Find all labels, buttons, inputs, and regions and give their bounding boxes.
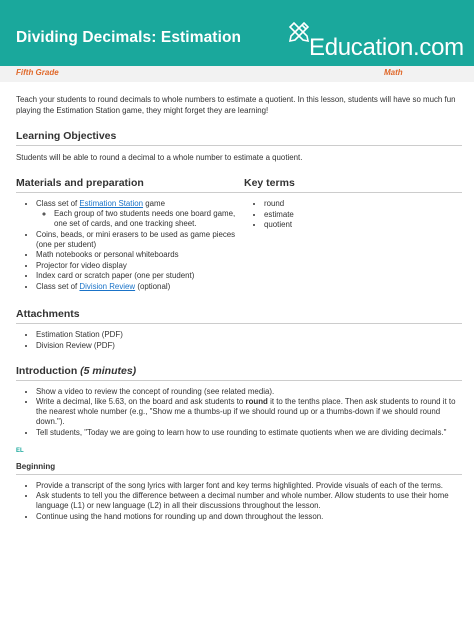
page-title: Dividing Decimals: Estimation bbox=[16, 29, 242, 46]
division-review-link[interactable]: Division Review bbox=[79, 281, 136, 291]
attachment-item[interactable]: • Division Review (PDF) bbox=[36, 341, 462, 351]
el-tag: EL bbox=[16, 447, 24, 454]
list-item-text: (optional) bbox=[135, 281, 171, 291]
list-item-text: Class set of bbox=[36, 281, 80, 291]
introduction-title: Introduction bbox=[16, 364, 78, 377]
attachments-heading: Attachments bbox=[16, 308, 80, 320]
materials-heading: Materials and preparation bbox=[16, 177, 144, 189]
list-item: ◦ Each group of two students needs one board game, one set of cards, and one tracking sheet. bbox=[54, 209, 244, 229]
site-logo[interactable] bbox=[287, 20, 464, 61]
page-header bbox=[0, 0, 474, 66]
list-item: • quotient bbox=[264, 220, 462, 230]
grade-label: Fifth Grade bbox=[16, 68, 59, 77]
beginning-list bbox=[16, 481, 462, 522]
section-divider bbox=[16, 474, 462, 475]
learning-objectives-heading: Learning Objectives bbox=[16, 130, 117, 142]
crossed-pencils-icon bbox=[287, 20, 311, 44]
introduction-duration: (5 minutes) bbox=[80, 364, 137, 377]
lesson-content bbox=[16, 94, 462, 522]
list-item: • estimate bbox=[264, 210, 462, 220]
list-item: • round bbox=[264, 199, 462, 209]
key-terms-heading: Key terms bbox=[244, 177, 295, 189]
bold-term: round bbox=[245, 397, 268, 406]
list-item: • Continue using the hand motions for rounding up and down throughout the lesson. bbox=[36, 512, 462, 522]
list-item-text: Write a decimal, like 5.63, on the board and ask students to bbox=[36, 397, 246, 406]
subject-label: Math bbox=[384, 68, 403, 77]
list-item-text: game bbox=[143, 199, 165, 208]
list-item: • Index card or scratch paper (one per student) bbox=[36, 271, 244, 281]
section-divider bbox=[16, 192, 244, 193]
attachment-item[interactable]: • Estimation Station (PDF) bbox=[36, 330, 462, 340]
section-divider bbox=[16, 323, 462, 324]
materials-sublist bbox=[36, 209, 244, 229]
list-item: • Coins, beads, or mini erasers to be used as game pieces (one per student) bbox=[36, 230, 244, 250]
section-divider bbox=[16, 145, 462, 146]
learning-objectives-text: Students will be able to round a decimal to a whole number to estimate a quotient. bbox=[16, 153, 303, 162]
key-terms-list bbox=[244, 199, 462, 230]
materials-and-terms bbox=[16, 177, 462, 292]
estimation-station-link[interactable]: Estimation Station bbox=[79, 199, 144, 208]
attachments-list bbox=[16, 330, 462, 351]
list-item bbox=[36, 199, 244, 229]
section-divider bbox=[16, 380, 462, 381]
introduction-heading bbox=[16, 365, 462, 377]
section-divider bbox=[244, 192, 462, 193]
key-terms-section bbox=[244, 177, 462, 292]
materials-list bbox=[16, 199, 244, 292]
list-item: • Math notebooks or personal whiteboards bbox=[36, 250, 244, 260]
list-item-text: it to the tenths place. Then ask students to round it to the nearest whole number (e.g., "Show me a thumbs-up if we should round up or a thumbs-down if we should round down."). bbox=[36, 397, 456, 426]
grade-subject-band bbox=[0, 66, 474, 82]
materials-section bbox=[16, 177, 244, 292]
logo-wordmark: Education.com bbox=[309, 34, 464, 61]
list-item: • Show a video to review the concept of rounding (see related media). bbox=[36, 387, 462, 397]
beginning-heading: Beginning bbox=[16, 461, 56, 471]
lesson-intro-text: Teach your students to round decimals to whole numbers to estimate a quotient. In this lesson, students will have so much fun playing the Estimation Station game, they might forget they are learning! bbox=[16, 95, 456, 115]
list-item-text: Class set of bbox=[36, 199, 80, 208]
list-item bbox=[36, 397, 462, 427]
list-item: • Ask students to tell you the difference between a decimal number and whole number. Allow students to use their home language (L1) or new language (L2) in all their discussions throughout the lesson. bbox=[36, 491, 462, 511]
list-item bbox=[36, 282, 244, 292]
list-item: • Provide a transcript of the song lyrics with larger font and key terms highlighted. Provide visuals of each of the terms. bbox=[36, 481, 462, 491]
list-item: • Tell students, "Today we are going to learn how to use rounding to estimate quotients when we are dividing decimals." bbox=[36, 428, 462, 438]
introduction-list bbox=[16, 387, 462, 438]
list-item: • Projector for video display bbox=[36, 261, 244, 271]
